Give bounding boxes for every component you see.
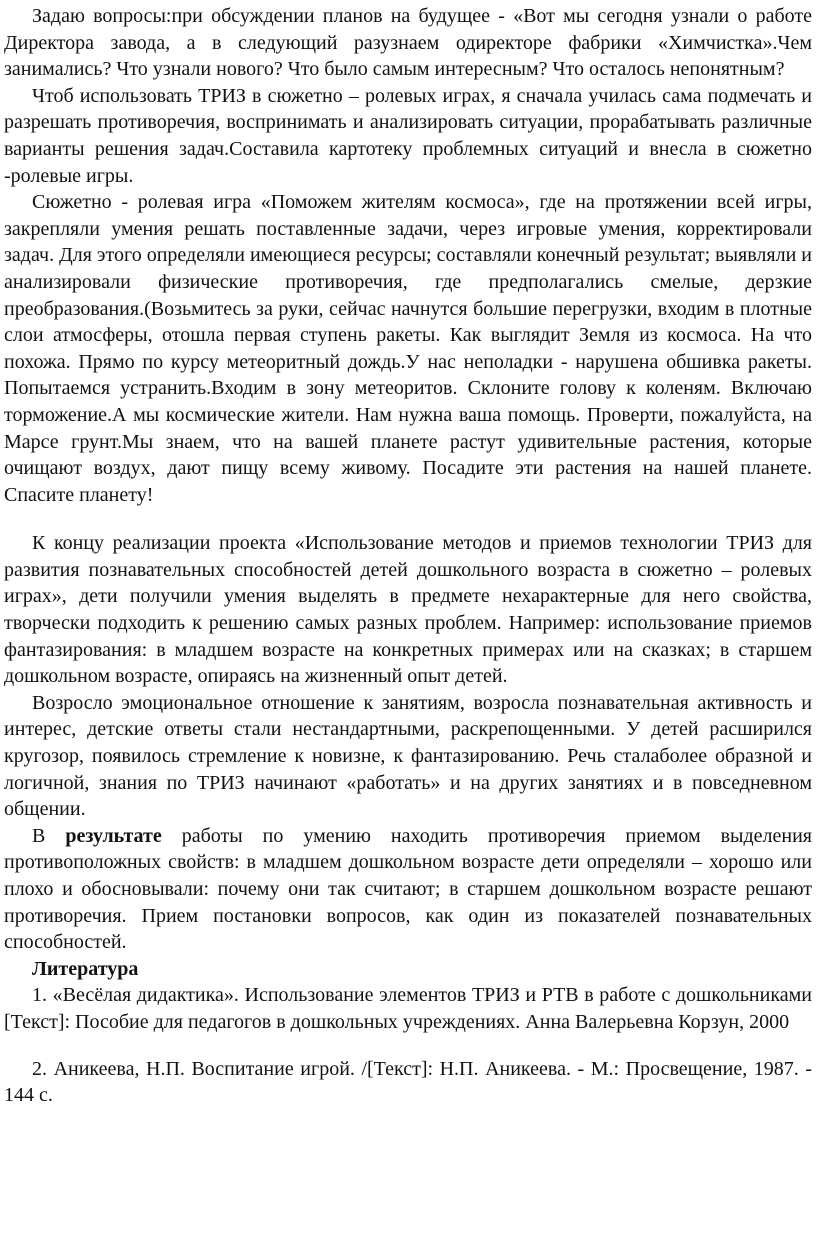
result-rest-text: работы по умению находить противоречия приемом выделения противоположных свойств: в младшем дошкольном возрасте дети определяли – хорошо или плохо и обосновывали: почему они так считают; в старшем дошкольном возрасте решают противоречия. Прием постановки вопросов, как один из показателей познавательных способностей. [4,824,812,954]
paragraph-result [4,823,812,956]
paragraph-triz-usage: Чтоб использовать ТРИЗ в сюжетно – ролевых играх, я сначала училась сама подмечать и разрешать противоречия, воспринимать и анализировать ситуации, прорабатывать различные варианты решения задач.Составила картотеку проблемных ситуаций и внесла в сюжетно -ролевые игры. [4,84,812,187]
paragraph-questions: Задаю вопросы:при обсуждении планов на будущее - «Вот мы сегодня узнали о работе Директора завода, а в следующий разузнаем одиректоре фабрики «Химчистка».Чем занимались? Что узнали нового? Что было самым интересным? Что осталось непонятным? [4,5,812,81]
paragraph-role-play-game: Сюжетно - ролевая игра «Поможем жителям космоса», где на протяжении всей игры, закрепляли умения решать поставленные задачи, через игровые умения, корректировали задач. Для этого определяли имеющиеся ресурсы; составляли конечный результат; выявляли и анализировали физические противоречия, где предполагались смелые, дерзкие преобразования.(Возьмитесь за руки, сейчас начнутся большие перегрузки, входим в плотные слои атмосферы, отошла первая ступень ракеты. Как выглядит Земля из космоса. На что похожа. Прямо по курсу метеоритный дождь.У нас неполадки - нарушена обшивка ракеты. Попытаемся устранить.Входим в зону метеоритов. Склоните голову к коленям. Включаю торможение.А мы космические жители. Нам нужна ваша помощь. Проверти, пожалуйста, на Марсе грунт.Мы знаем, что на вашей планете растут удивительные растения, которые очищают воздух, дают пищу всему живому. Посадите эти растения на нашей планете. Спасите планету! [4,191,812,506]
paragraph-emotional-attitude: Возросло эмоциональное отношение к занятиям, возросла познавательная активность и интерес, детские ответы стали нестандартными, раскрепощенными. У детей расширился кругозор, появилось стремление к новизне, к фантазированию. Речь сталаболее образной и логичной, знания по ТРИЗ начинают «работать» и на других занятиях и в повседневном общении. [4,691,812,821]
literature-item: 1. «Весёлая дидактика». Использование элементов ТРИЗ и РТВ в работе с дошкольниками [Текст]: Пособие для педагогов в дошкольных учреждениях. Анна Валерьевна Корзун, 2000 [4,984,812,1033]
result-lead-text: В [32,824,66,847]
result-bold-word: результате [65,824,162,847]
literature-item: 2. Аникеева, Н.П. Воспитание игрой. /[Текст]: Н.П. Аникеева. - М.: Просвещение, 1987. - 144 с. [4,1057,812,1107]
literature-heading: Литература [32,957,139,980]
paragraph-project-results: К концу реализации проекта «Использование методов и приемов технологии ТРИЗ для развития познавательных способностей детей дошкольного возраста в сюжетно – ролевых играх», дети получили умения выделять в предмете нехарактерные для него свойства, творчески подходить к решению самых разных проблем. Например: использование приемов фантазирования: в младшем возрасте на конкретных примерах или на сказках; в старшем дошкольном возрасте, опираясь на жизненный опыт детей. [4,532,812,688]
